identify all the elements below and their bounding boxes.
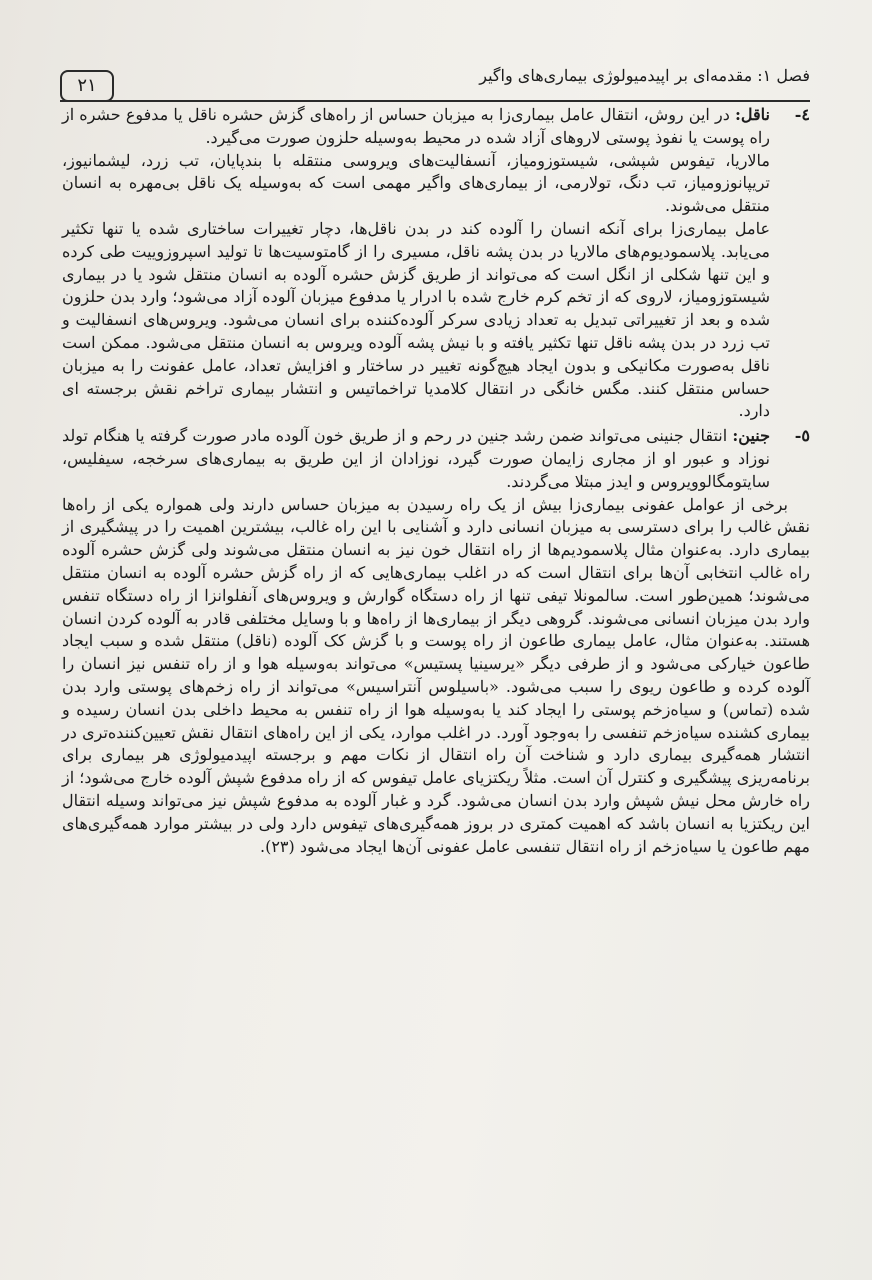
vector-definition: در این روش، انتقال عامل بیماری‌زا به میزبان حساس از راه‌های گزش حشره ناقل یا مدفوع حشره از راه پوست یا نفوذ پوستی لاروهای آزاد شده در محیط به‌وسیله حلزون صورت می‌گیرد. [62,105,770,147]
list-item-paragraph [62,425,770,493]
vector-mechanism-paragraph: عامل بیماری‌زا برای آنکه انسان را آلوده کند در بدن ناقل‌ها، دچار تغییرات ساختاری شده یا تنها تکثیر می‌یابد. پلاسمودیوم‌های مالاریا در بدن پشه ناقل، مسیری را از گامتوسیت‌ها تا تولید اسپروزوییت طی کرده و این تنها شکلی از انگل است که می‌تواند از طریق گزش حشره آلوده به انسان منتقل شود یا در بیماری شیستوزومیاز، لاروی که از تخم کرم خارج شده با ادرار یا مدفوع میزبان آلوده آزاد می‌شود؛ وارد بدن حلزون شده و بعد از تغییراتی تبدیل به تعداد زیادی سرکر آلوده‌کننده برای انسان می‌شود. ویروس‌های انسفالیت و تب زرد در بدن پشه ناقل تنها تکثیر یافته و با نیش پشه آلوده ویروس به انسان منتقل می‌شود. ممکن است ناقل به‌صورت مکانیکی و بدون ایجاد هیچ‌گونه تغییر در ساختار و افزایش تعداد، عامل عفونت را به میزبان حساس منتقل کنند. مگس خانگی در انتقال کلامدیا تراخماتیس و انتشار بیماری تراخم نقش برجسته ای دارد. [62,218,771,421]
body-text [62,104,810,858]
list-item-body [62,425,770,493]
closing-paragraph: برخی از عوامل عفونی بیماری‌زا بیش از یک راه رسیدن به میزبان حساس دارند ولی همواره یکی از راه‌ها نقش غالب را برای دسترسی به میزبان انسانی دارد و آشنایی با این راه غالب، بیشترین اهمیت را در پیشگیری از بیماری دارد. به‌عنوان مثال پلاسمودیم‌ها از راه انتقال خون نیز به انسان منتقل می‌شوند ولی گزش حشره آلوده راه غالب انتخابی آن‌ها برای انتقال است که در اغلب بیماری‌هایی که از راه گزش حشره آلوده به انسان منتقل می‌شوند؛ همین‌طور است. سالمونلا تیفی تنها از راه دستگاه گوارش و ویروس‌های آنفلوانزا از راه دستگاه تنفس وارد بدن میزبان انسانی می‌شوند. گروهی دیگر از بیماری‌ها از راه‌ها و با وسایل مختلفی قادر به آلوده کردن انسان هستند. به‌عنوان مثال، عامل بیماری طاعون از راه پوست و با گزش کک آلوده (ناقل) منتقل شده و سبب ایجاد طاعون خیارکی می‌شود و از طرفی دیگر «یرسینیا پستیس» می‌تواند به‌وسیله هوا و از راه تنفس نیز انسان را آلوده کرده و طاعون ریوی را سبب می‌شود. «باسیلوس آنتراسیس» می‌تواند از راه زخم‌های پوستی وارد بدن شده (تماس) و سیاه‌زخم پوستی را ایجاد کند یا به‌وسیله هوا از راه تنفس به محیط داخلی بدن انسان رسیده و بیماری کشنده سیاه‌زخم تنفسی را به‌وجود آورد. در اغلب موارد، یکی از این راه‌های انتقال نقش تعیین‌کننده‌تری در انتشار همه‌گیری بیماری دارد و شناخت آن راه انتقال از نکات مهم و برجسته اپیدمیولوژی هر بیماری برای برنامه‌ریزی پیشگیری و کنترل آن است. مثلاً ریکتزیای عامل تیفوس که از راه مدفوع شپش آلوده خارج می‌شود؛ از راه خارش محل نیش شپش وارد بدن انسان می‌شود. گرد و غبار آلوده به مدفوع شپش نیز می‌تواند وسیله انتقال این ریکتزیا به انسان باشد که اهمیت کمتری در بروز همه‌گیری‌های تیفوس دارد ولی در بیشتر موارد همه‌گیری‌های مهم طاعون یا سیاه‌زخم از راه انتقال تنفسی عامل عفونی آن‌ها ایجاد می‌شود (۲۳). [62,494,811,856]
list-item-paragraph [62,104,770,150]
term-vector: ناقل: [735,105,770,124]
list-item-congenital [62,425,810,493]
list-item-number: ٥- [794,426,810,446]
vector-details [62,150,810,424]
list-item-body [62,104,770,150]
term-congenital: جنین: [732,426,770,446]
list-item-number: ٤- [794,105,810,124]
page-header [60,60,810,102]
list-item-vector [62,104,810,150]
congenital-definition: انتقال جنینی می‌تواند ضمن رشد جنین در رحم و از طریق خون آلوده مادر صورت گرفته یا هنگام تولد نوزاد و عبور او از مجاری زایمان صورت گیرد، نوزادان از این طریق به بیماری‌های سرخجه، سیفلیس، سایتومگالوویروس و ایدز مبتلا می‌گردند. [62,426,770,491]
page-number: ۲۱ [60,70,114,102]
chapter-title: فصل ۱: مقدمه‌ای بر اپیدمیولوژی بیماری‌های واگیر [479,66,810,85]
vector-diseases-paragraph: مالاریا، تیفوس شپشی، شیستوزومیاز، آنسفالیت‌های ویروسی منتقله با بندپایان، تب زرد، لیشمانیوز، تریپانوزومیاز، تب دنگ، تولارمی، از بیماری‌های واگیر مهمی است که به‌وسیله یک ناقل بی‌مهره به انسان منتقل می‌شوند. [62,150,770,216]
